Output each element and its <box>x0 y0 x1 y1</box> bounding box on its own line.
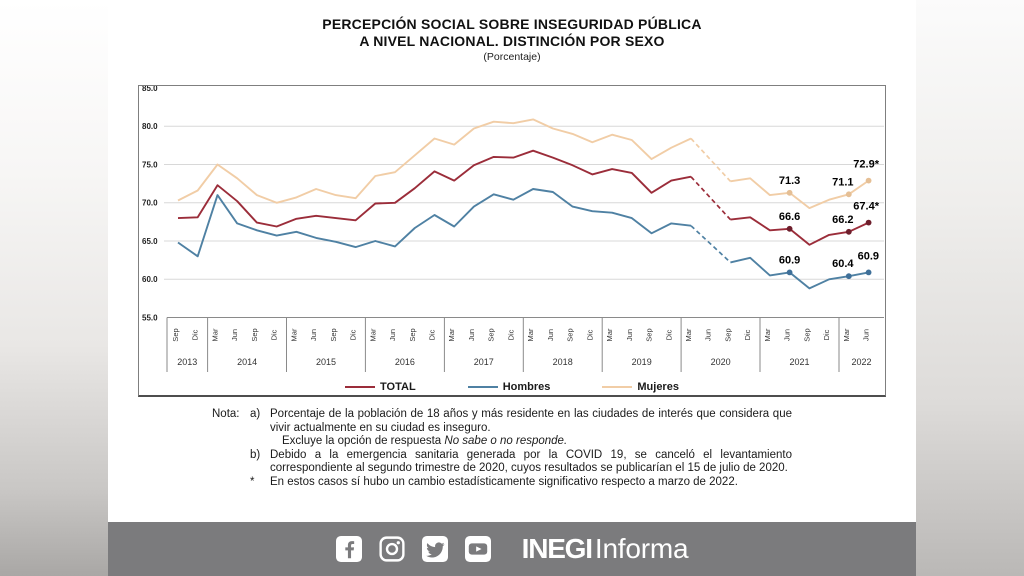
svg-text:Sep: Sep <box>328 328 338 342</box>
marker-total-jun-2021 <box>787 226 793 232</box>
note-a-sub-italic: No sabe o no responde. <box>444 435 568 447</box>
footnotes <box>212 408 792 489</box>
marker-hombres-jun-2022 <box>866 270 872 276</box>
inegi-logo-text: INEGI <box>521 533 592 564</box>
svg-text:Sep: Sep <box>171 328 180 342</box>
svg-text:Dic: Dic <box>427 329 437 341</box>
note-a-label: a) <box>250 408 261 420</box>
svg-text:Sep: Sep <box>802 328 812 342</box>
svg-text:Jun: Jun <box>782 328 792 342</box>
inegi-informa-logo[interactable] <box>522 535 689 563</box>
svg-text:85.0: 85.0 <box>142 86 158 93</box>
svg-text:Sep: Sep <box>249 328 259 342</box>
svg-text:Sep: Sep <box>407 328 417 342</box>
instagram-icon[interactable] <box>379 536 405 562</box>
svg-text:Jun: Jun <box>230 328 240 342</box>
series-hombres <box>178 189 691 256</box>
svg-text:2018: 2018 <box>552 357 573 367</box>
note-b <box>212 449 792 476</box>
svg-text:Dic: Dic <box>506 329 516 341</box>
note-a-sub-text: Excluye la opción de respuesta No sabe o no responde. <box>282 435 568 447</box>
marker-hombres-jun-2021 <box>787 270 793 276</box>
svg-text:2014: 2014 <box>237 357 258 367</box>
note-a-text: Porcentaje de la población de 18 años y más residente en las ciudades de interés que considera que vivir actualmente en su ciudad es inseguro. <box>270 408 792 434</box>
svg-text:Mar: Mar <box>526 328 536 342</box>
content-panel <box>108 0 916 576</box>
series-total-dashed-gap <box>691 177 730 220</box>
svg-text:2017: 2017 <box>473 357 494 367</box>
series-mujeres <box>178 119 691 202</box>
svg-text:75.0: 75.0 <box>142 160 158 170</box>
legend-item-mujeres <box>602 381 679 393</box>
svg-text:Jun: Jun <box>624 328 634 342</box>
marker-mujeres-jun-2022 <box>866 178 872 184</box>
legend-item-hombres <box>468 381 551 393</box>
footer-bar <box>108 522 916 576</box>
marker-total-jun-2022 <box>866 220 872 226</box>
svg-text:Dic: Dic <box>269 329 279 341</box>
svg-text:80.0: 80.0 <box>142 122 158 131</box>
legend-label-hombres: Hombres <box>502 381 551 393</box>
legend-swatch-hombres <box>468 386 498 388</box>
note-a <box>212 408 792 435</box>
svg-text:2013: 2013 <box>177 357 198 367</box>
legend-label-total: TOTAL <box>380 381 416 393</box>
twitter-icon[interactable] <box>422 536 448 562</box>
marker-hombres-mar-2022 <box>846 273 852 279</box>
series-mujeres-dashed-gap <box>691 138 730 181</box>
marker-mujeres-jun-2021 <box>787 190 793 196</box>
svg-text:Mar: Mar <box>447 328 457 342</box>
page-subtitle: (Porcentaje) <box>483 51 541 63</box>
background-left-gradient <box>0 0 108 576</box>
marker-total-mar-2022 <box>846 229 852 235</box>
svg-text:Jun: Jun <box>703 328 713 342</box>
insecurity-perception-line-chart <box>139 86 885 395</box>
svg-text:Dic: Dic <box>348 329 358 341</box>
youtube-icon[interactable] <box>465 536 491 562</box>
svg-text:2022: 2022 <box>851 357 872 367</box>
data-label: 71.3 <box>778 174 801 187</box>
data-label: 71.1 <box>832 176 854 189</box>
marker-mujeres-mar-2022 <box>846 191 852 197</box>
svg-text:Jun: Jun <box>861 328 871 342</box>
svg-text:65.0: 65.0 <box>142 236 158 246</box>
informa-logo-text: Informa <box>594 533 689 564</box>
svg-text:Mar: Mar <box>289 328 299 342</box>
svg-text:Jun: Jun <box>466 328 476 342</box>
note-b-label: b) <box>250 448 261 461</box>
background-right-gradient <box>916 0 1024 576</box>
series-hombres-dashed-gap <box>691 226 730 263</box>
facebook-icon[interactable] <box>336 536 362 562</box>
chart-area <box>138 85 886 397</box>
page-title-line1: PERCEPCIÓN SOCIAL SOBRE INSEGURIDAD PÚBLICA <box>322 16 702 32</box>
svg-text:70.0: 70.0 <box>142 198 158 208</box>
svg-text:2020: 2020 <box>710 357 731 367</box>
legend-label-mujeres: Mujeres <box>637 381 679 393</box>
data-label: 60.9 <box>778 254 801 267</box>
data-label: 60.9 <box>857 250 879 263</box>
data-label: 67.4* <box>853 200 879 213</box>
svg-text:Mar: Mar <box>762 328 772 342</box>
page-title-line2: A NIVEL NACIONAL. DISTINCIÓN POR SEXO <box>359 33 665 49</box>
svg-text:2021: 2021 <box>789 357 810 367</box>
svg-text:Sep: Sep <box>565 328 575 342</box>
note-b-text: Debido a la emergencia sanitaria generada por la COVID 19, se canceló el levantamiento correspondiente al segundo trimestre de 2020, cuyos resultados se publicarían el 15 de julio de 2020. <box>270 448 792 474</box>
note-a-sub <box>212 435 792 449</box>
svg-text:2016: 2016 <box>394 357 415 367</box>
data-label: 66.2 <box>832 213 854 226</box>
svg-text:Sep: Sep <box>644 328 654 342</box>
data-label: 72.9* <box>853 158 879 171</box>
svg-text:Dic: Dic <box>743 329 753 341</box>
note-asterisk <box>212 476 792 490</box>
svg-text:Mar: Mar <box>210 328 220 342</box>
legend-swatch-total <box>345 386 375 388</box>
data-label: 60.4 <box>832 258 854 271</box>
legend-item-total <box>345 381 416 393</box>
data-label: 66.6 <box>778 210 801 223</box>
note-prefix: Nota: <box>212 408 240 420</box>
legend-swatch-mujeres <box>602 386 632 388</box>
svg-text:55.0: 55.0 <box>142 313 158 323</box>
svg-text:2019: 2019 <box>631 357 652 367</box>
svg-text:Jun: Jun <box>309 328 319 342</box>
note-asterisk-label: * <box>250 475 255 488</box>
svg-text:60.0: 60.0 <box>142 275 158 285</box>
svg-text:Mar: Mar <box>368 328 378 342</box>
svg-text:Dic: Dic <box>664 329 674 341</box>
chart-header <box>108 16 916 63</box>
svg-text:Sep: Sep <box>723 328 733 342</box>
svg-text:Jun: Jun <box>545 328 555 342</box>
svg-text:Sep: Sep <box>486 328 496 342</box>
svg-text:2015: 2015 <box>315 357 337 367</box>
svg-text:Mar: Mar <box>683 328 693 342</box>
svg-text:Jun: Jun <box>388 328 398 342</box>
svg-text:Mar: Mar <box>841 328 851 342</box>
svg-text:Dic: Dic <box>190 329 200 341</box>
svg-text:Dic: Dic <box>822 329 832 341</box>
svg-text:Mar: Mar <box>605 328 615 342</box>
svg-text:Dic: Dic <box>585 329 595 341</box>
chart-legend <box>139 381 885 393</box>
note-asterisk-text: En estos casos sí hubo un cambio estadísticamente significativo respecto a marzo de 2022. <box>270 475 738 488</box>
